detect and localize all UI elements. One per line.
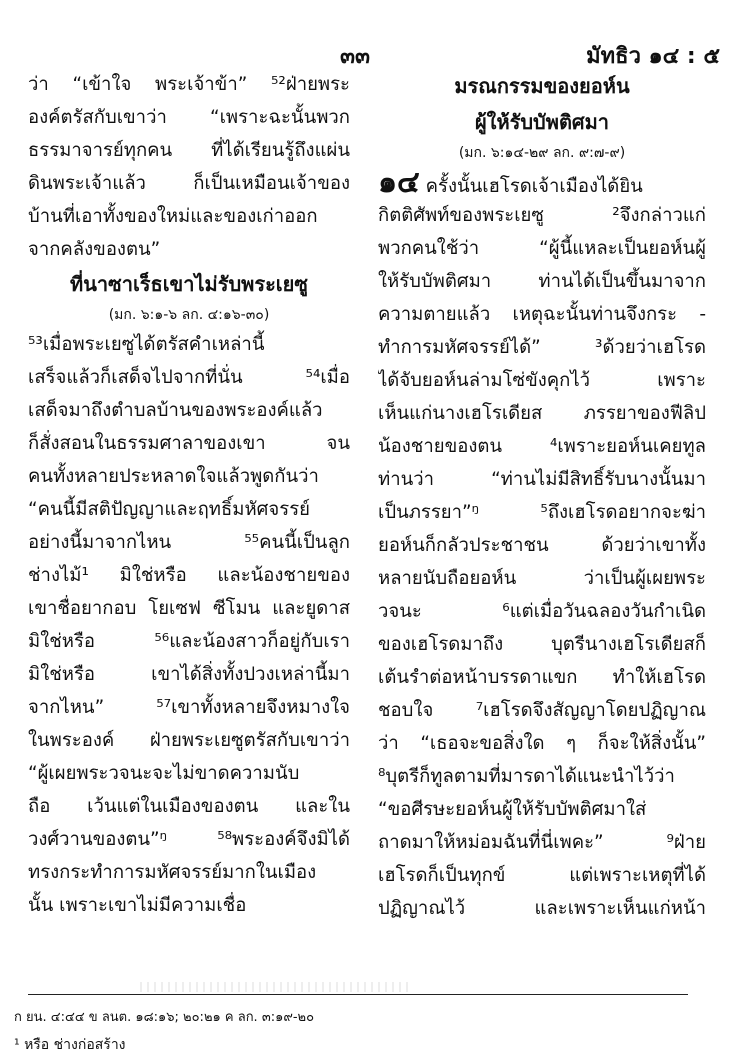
- text-line: ให้รับบัพติศมา ท่านได้เป็นขึ้นมาจาก: [378, 271, 706, 292]
- text-line: ก็สั่งสอนในธรรมศาลาของเขา จน: [28, 433, 350, 454]
- text-line: เฮโรดก็เป็นทุกข์ แต่เพราะเหตุที่ได้: [378, 865, 706, 886]
- footnote-1: ¹ หรือ ช่างก่อสร้าง: [14, 1037, 126, 1053]
- left-paragraph-2: [28, 328, 350, 922]
- section-heading: ที่นาซาเร็ธเขาไม่รับพระเยซู: [70, 272, 308, 296]
- left-column: [28, 68, 350, 922]
- text-line: ⁸บุตรีก็ทูลตามที่มารดาได้แนะนำไว้ว่า: [378, 766, 675, 787]
- scan-noise: [140, 982, 410, 992]
- text-line: ช่างไม้¹ มิใช่หรือ และน้องชายของ: [28, 565, 350, 586]
- text-line: องค์ตรัสกับเขาว่า “เพราะฉะนั้นพวก: [28, 107, 350, 128]
- text-line: ว่า “เข้าใจ พระเจ้าข้า” ⁵²ฝ่ายพระ: [28, 74, 350, 95]
- parallel-passages: (มก. ๖:๑๔-๒๙ ลก. ๙:๗-๙): [458, 145, 626, 161]
- text-line: ยอห์นก็กลัวประชาชน ด้วยว่าเขาทั้ง: [378, 535, 706, 556]
- text-line: ถือ เว้นแต่ในเมืองของตน และใน: [28, 796, 350, 817]
- text-line: ทรงกระทำการมหัศจรรย์มากในเมือง: [28, 862, 317, 883]
- text-line: ชอบใจ ⁷เฮโรดจึงสัญญาโดยปฏิญาณ: [378, 700, 706, 721]
- text-line: “คนนี้มีสติปัญญาและฤทธิ์มหัศจรรย์: [28, 499, 310, 520]
- text-line: “ผู้เผยพระวจนะจะไม่ขาดความนับ: [28, 763, 300, 784]
- text-line: ธรรมาจารย์ทุกคน ที่ได้เรียนรู้ถึงแผ่น: [28, 140, 350, 161]
- text-line: อย่างนี้มาจากไหน ⁵⁵คนนี้เป็นลูก: [28, 532, 350, 553]
- text-line: ปฏิญาณไว้ และเพราะเห็นแก่หน้า: [378, 898, 706, 919]
- page-number: ๓๓: [340, 44, 371, 69]
- text-line-first: [378, 166, 706, 199]
- text-line: หลายนับถือยอห์น ว่าเป็นผู้เผยพระ: [378, 568, 706, 589]
- text-line: วจนะ ⁶แต่เมื่อวันฉลองวันกำเนิด: [378, 601, 706, 622]
- text-line: ความตายแล้ว เหตุฉะนั้นท่านจึงกระ -: [378, 304, 706, 325]
- text-line: “ขอศีรษะยอห์นผู้ให้รับบัพติศมาใส่: [378, 799, 647, 820]
- section-heading-line2: ผู้ให้รับบัพติศมา: [474, 110, 610, 134]
- right-paragraph: [378, 166, 706, 925]
- text-line: จากไหน” ⁵⁷เขาทั้งหลายจึงหมางใจ: [28, 697, 350, 718]
- parallel-passages: (มก. ๖:๑-๖ ลก. ๔:๑๖-๓๐): [108, 307, 270, 323]
- text-line: ท่านว่า “ท่านไม่มีสิทธิ์รับนางนั้นมา: [378, 469, 706, 490]
- text-line: จากคลังของตน”: [28, 239, 161, 260]
- text-line: คนทั้งหลายประหลาดใจแล้วพูดกันว่า: [28, 466, 319, 487]
- text-line: ว่า “เธอจะขอสิ่งใด ๆ ก็จะให้สิ่งนั้น”: [378, 733, 706, 754]
- chapter-reference: มัทธิว ๑๔ : ๕: [586, 44, 720, 69]
- text-line: ถาดมาให้หม่อมฉันที่นี่เพคะ” ⁹ฝ่าย: [378, 832, 706, 853]
- text-line: เป็นภรรยา”ᵑ ⁵ถึงเฮโรดอยากจะฆ่า: [378, 502, 706, 523]
- text-line: เสร็จแล้วก็เสด็จไปจากที่นั่น ⁵⁴เมื่อ: [28, 367, 350, 388]
- text-line: น้องชายของตน ⁴เพราะยอห์นเคยทูล: [378, 436, 706, 457]
- text-line: วงศ์วานของตน”ᵑ ⁵⁸พระองค์จึงมิได้: [28, 829, 350, 850]
- text-line: บ้านที่เอาทั้งของใหม่และของเก่าออก: [28, 206, 318, 227]
- text-line: ⁵³เมื่อพระเยซูได้ตรัสคำเหล่านี้: [28, 334, 265, 355]
- text-span: ครั้งนั้นเฮโรดเจ้าเมืองได้ยิน: [425, 176, 643, 197]
- text-line: เห็นแก่นางเฮโรเดียส ภรรยาของฟีลิป: [378, 403, 706, 424]
- text-line: กิตติศัพท์ของพระเยซู ²จึงกล่าวแก่: [378, 205, 706, 226]
- cross-references: ก ยน. ๔:๔๔ ข ลนต. ๑๘:๑๖; ๒๐:๒๑ ค ลก. ๓:๑๙-๒๐: [14, 1010, 315, 1025]
- chapter-number: ๑๔: [378, 166, 420, 199]
- text-line: ทำการมหัศจรรย์ได้” ³ด้วยว่าเฮโรด: [378, 337, 706, 358]
- section-heading-line1: มรณกรรมของยอห์น: [454, 74, 630, 98]
- text-line: พวกคนใช้ว่า “ผู้นี้แหละเป็นยอห์นผู้: [378, 238, 706, 259]
- text-line: ได้จับยอห์นล่ามโซ่ขังคุกไว้ เพราะ: [378, 370, 706, 391]
- text-line: เต้นรำต่อหน้าบรรดาแขก ทำให้เฮโรด: [378, 667, 706, 688]
- text-line: เขาชื่อยากอบ โยเซฟ ซีโมน และยูดาส: [28, 598, 350, 619]
- text-line: มิใช่หรือ ⁵⁶และน้องสาวก็อยู่กับเรา: [28, 631, 350, 652]
- footnote-divider: [28, 994, 688, 995]
- text-line: มิใช่หรือ เขาได้สิ่งทั้งปวงเหล่านี้มา: [28, 664, 350, 685]
- text-line: ของเฮโรดมาถึง บุตรีนางเฮโรเดียสก็: [378, 634, 706, 655]
- text-line: นั้น เพราะเขาไม่มีความเชื่อ: [28, 895, 247, 916]
- text-line: ในพระองค์ ฝ่ายพระเยซูตรัสกับเขาว่า: [28, 730, 350, 751]
- text-line: ดินพระเจ้าแล้ว ก็เป็นเหมือนเจ้าของ: [28, 173, 350, 194]
- left-paragraph-1: [28, 68, 350, 266]
- text-line: เสด็จมาถึงตำบลบ้านของพระองค์แล้ว: [28, 400, 323, 421]
- right-column: [378, 68, 706, 925]
